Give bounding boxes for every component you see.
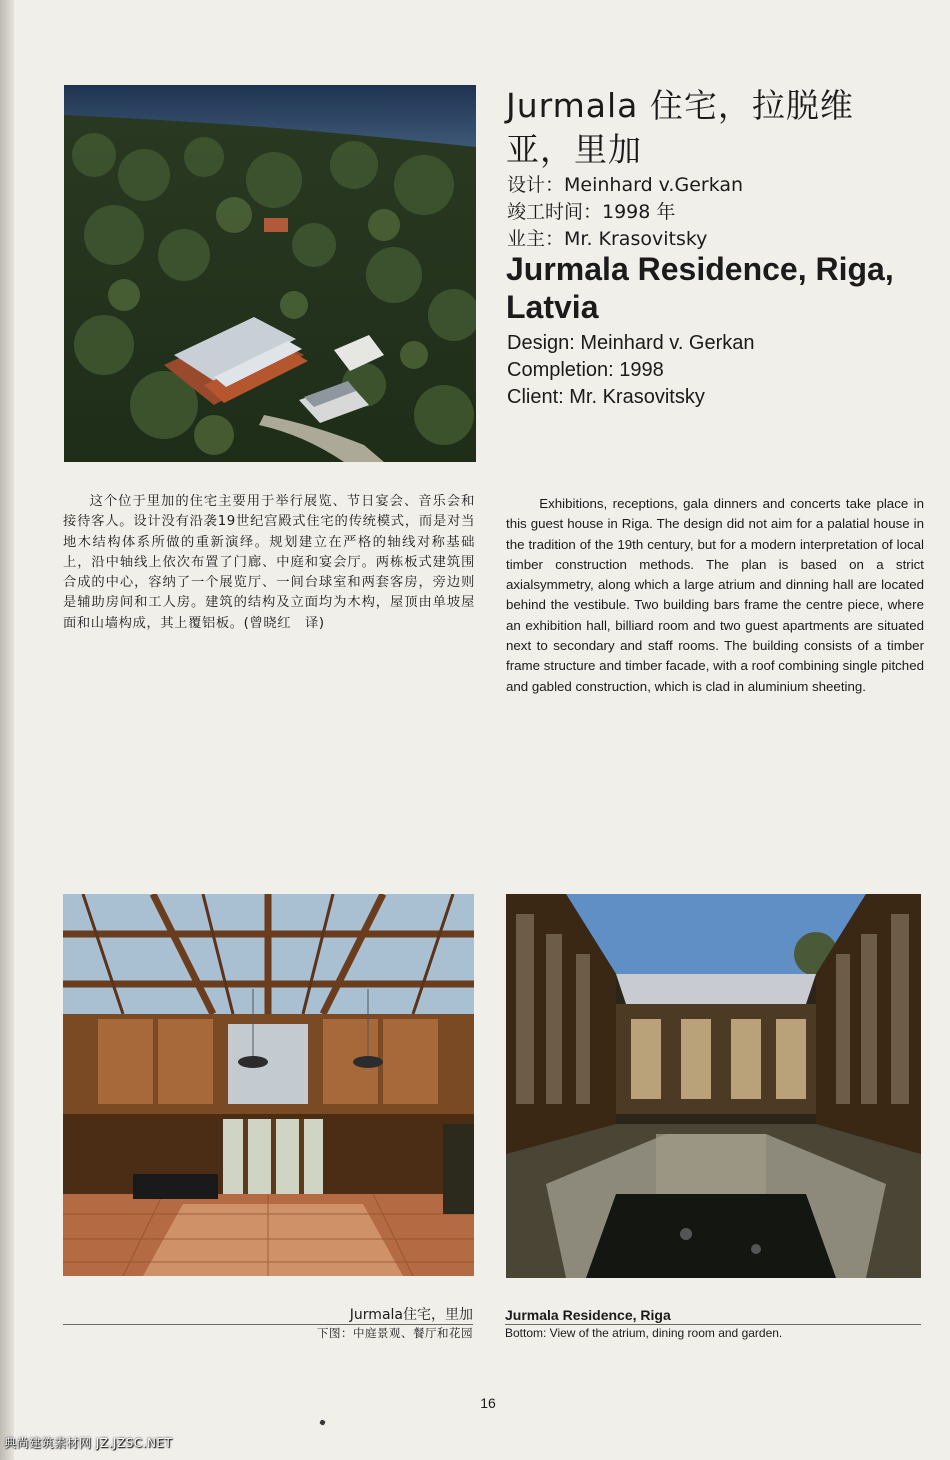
project-meta-english: [507, 330, 927, 411]
page-binding-edge: [0, 0, 14, 1460]
aerial-photo: [64, 85, 476, 462]
caption-rule-left: [63, 1324, 473, 1325]
caption-title-chinese: Jurmala住宅，里加: [349, 1307, 473, 1323]
courtyard-photo: [506, 894, 921, 1278]
watermark: 典尚建筑素材网 JZ.JZSC.NET: [4, 1436, 173, 1450]
body-text-chinese: 这个位于里加的住宅主要用于举行展览、节日宴会、音乐会和接待客人。设计没有沿袭19世纪宫殿式住宅的传统模式，而是对当地木结构体系所做的重新演绎。规划建立在严格的轴线对称基础上，沿中轴线上依次布置了门廊、中庭和宴会厅。两栋板式建筑围合成的中心，容纳了一个展览厅、一间台球室和两套客房，旁边则是辅助房间和工人房。建筑的结构及立面均为木构，屋顶由单坡屋面和山墙构成，其上覆铝板。(曾晓红 译): [63, 494, 475, 631]
body-text-english: Exhibitions, receptions, gala dinners and concerts take place in this guest house in Riga. The design did not aim for a palatial house in the tradition of the 19th century, but for a modern interpretation of local timber construction methods. The plan is based on a strict axialsymmetry, along which a large atrium and dinning hall are located behind the vestibule. Two building bars frame the centre piece, where an exhibition hall, billiard room and two guest apartments are situated next to secondary and staff rooms. The building consists of a timber frame structure and timber facade, with a roof combining single pitched and gabled construction, which is clad in aluminium sheeting.: [506, 496, 924, 694]
designer-en: Design: Meinhard v. Gerkan: [507, 332, 755, 354]
page-number: 16: [480, 1395, 496, 1411]
caption-title-english: Jurmala Residence, Riga: [505, 1307, 671, 1323]
designer-zh: 设计：Meinhard v.Gerkan: [507, 174, 744, 196]
project-meta-chinese: [507, 172, 917, 253]
print-speck: [319, 1419, 326, 1426]
completion-en: Completion: 1998: [507, 359, 664, 381]
title-english: Jurmala Residence, Riga, Latvia: [506, 251, 894, 325]
title-chinese: Jurmala 住宅，拉脱维亚，里加: [506, 86, 854, 169]
client-en: Client: Mr. Krasovitsky: [507, 386, 705, 408]
client-zh: 业主：Mr. Krasovitsky: [507, 228, 708, 250]
caption-rule-right: [505, 1324, 921, 1325]
completion-zh: 竣工时间：1998 年: [507, 201, 676, 223]
caption-subtitle-english: Bottom: View of the atrium, dining room and garden.: [505, 1326, 783, 1340]
caption-subtitle-chinese: 下图：中庭景观、餐厅和花园: [317, 1326, 473, 1340]
atrium-photo: [63, 894, 474, 1276]
